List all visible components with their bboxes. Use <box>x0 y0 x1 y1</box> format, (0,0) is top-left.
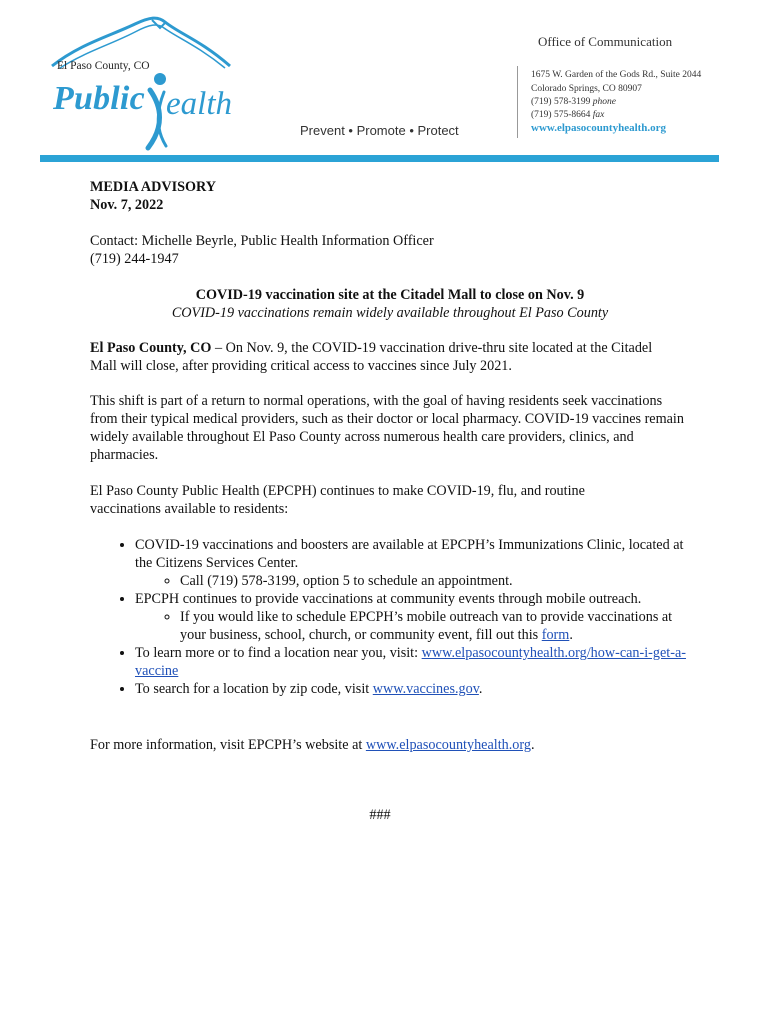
contact-phone: (719) 244-1947 <box>90 251 179 267</box>
paragraph-3: El Paso County Public Health (EPCPH) continues to make COVID-19, flu, and routine vaccinations available to residents: <box>90 483 585 517</box>
vaccines-gov-link[interactable]: www.vaccines.gov <box>372 681 479 697</box>
list-subitem: ◦ If you would like to schedule EPCPH’s mobile outreach van to provide vaccinations at your business, school, church, or community event, fill out this form. <box>180 608 690 644</box>
advisory-date: Nov. 7, 2022 <box>90 197 164 213</box>
advisory-label: MEDIA ADVISORY <box>90 179 217 195</box>
lead-place: El Paso County, CO <box>90 340 212 356</box>
lead-paragraph: El Paso County, CO – On Nov. 9, the COVID-19 vaccination drive-thru site located at the Citadel Mall will close, after providing critical access to vaccines since July 2021. <box>90 340 653 374</box>
contact-line: Contact: Michelle Beyrle, Public Health Information Officer <box>90 233 434 249</box>
end-mark: ### <box>369 807 391 823</box>
header-bar <box>40 155 719 162</box>
office-title: Office of Communication <box>538 34 673 49</box>
list-item: • EPCPH continues to provide vaccinations at community events through mobile outreach. ◦ If you would like to schedule EPCPH’s mobile outreach van to provide vaccinations at your business, school, church, or community event, fill out this form. <box>135 590 690 644</box>
website-link[interactable]: www.elpasocountyhealth.org <box>365 737 531 753</box>
list-item: • COVID-19 vaccinations and boosters are available at EPCPH’s Immunizations Clinic, located at the Citizens Services Center. ◦ Call (719) 578-3199, option 5 to schedule an appointment. <box>135 536 690 590</box>
form-link[interactable]: form <box>541 627 570 643</box>
logo-health-text: ealth <box>166 86 232 122</box>
address-line: 1675 W. Garden of the Gods Rd., Suite 2044 <box>531 70 702 80</box>
list-item: • To learn more or to find a location near you, visit: www.elpasocountyhealth.org/how-can-i-get-a-vaccine <box>135 644 690 680</box>
logo-public-text: Public <box>53 80 145 117</box>
paragraph-2: This shift is part of a return to normal operations, with the goal of having residents seek vaccinations from their typical medical providers, such as their doctor or local pharmacy. COVID-19 vaccines remain widely available throughout El Paso County across numerous health care providers, clinics, and pharmacies. <box>90 393 684 463</box>
fax-line: (719) 575-8664 fax <box>531 110 605 120</box>
page-subtitle: COVID-19 vaccinations remain widely available throughout El Paso County <box>171 305 609 321</box>
header-website-link[interactable]: www.elpasocountyhealth.org <box>531 122 667 134</box>
header-divider <box>517 66 518 138</box>
vaccination-list <box>90 536 690 698</box>
tagline: Prevent • Promote • Protect <box>300 123 459 138</box>
list-subitem: ◦ Call (719) 578-3199, option 5 to schedule an appointment. <box>180 572 690 590</box>
closing-paragraph: For more information, visit EPCPH’s website at www.elpasocountyhealth.org. <box>90 737 535 753</box>
list-item: • To search for a location by zip code, visit www.vaccines.gov. <box>135 680 690 698</box>
page-title: COVID-19 vaccination site at the Citadel Mall to close on Nov. 9 <box>195 287 585 303</box>
county-label: El Paso County, CO <box>57 60 150 72</box>
how-to-vaccine-link[interactable]: www.elpasocountyhealth.org/how-can-i-get-a-vaccine <box>135 645 686 679</box>
city-line: Colorado Springs, CO 80907 <box>531 84 642 94</box>
phone-line: (719) 578-3199 phone <box>531 97 616 107</box>
